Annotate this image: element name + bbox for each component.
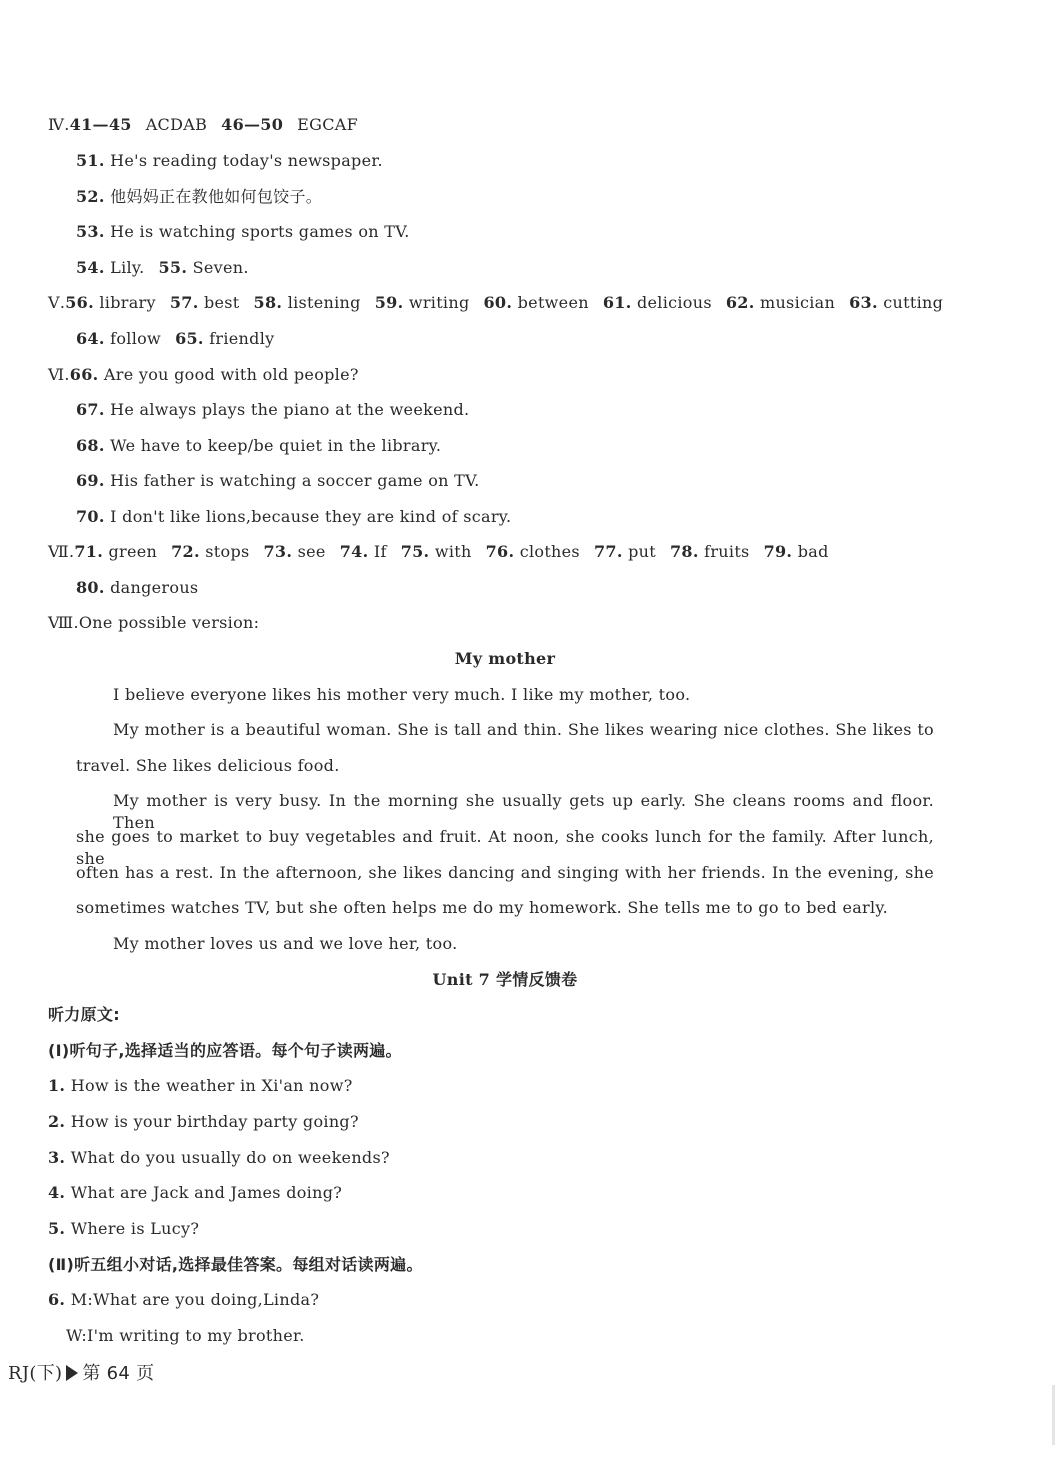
item-text: musician [759,293,836,312]
item-number: 79. [763,542,793,561]
item-number: 73. [263,542,293,561]
listening-label: 听力原文: [48,1005,120,1024]
item-number: 64. [76,329,105,348]
item-text: listening [287,293,361,312]
item-number: 54. [76,258,105,277]
item-text: friendly [209,329,275,348]
section-numeral-5: Ⅴ. [48,293,66,312]
item-number: 65. [175,329,204,348]
play-triangle-icon [66,1365,78,1381]
answer-51 [76,150,383,172]
item-number: 55. [158,258,188,277]
item-number: 67. [76,400,105,419]
sec4-line-41-50 [48,114,358,136]
essay-paragraph-2-line-2: travel. She likes delicious food. [76,756,340,775]
intro-text: One possible version: [78,613,260,632]
item-number: 63. [849,293,878,312]
dialogue-6-m [48,1289,319,1311]
item-text: put [628,542,656,561]
item-text: delicious [636,293,712,312]
item-text: dangerous [110,578,199,597]
answer-69 [76,470,480,492]
item-number: 60. [483,293,513,312]
question-2 [48,1111,359,1133]
question-4 [48,1182,342,1204]
item-text: bad [797,542,829,561]
item-text: How is the weather in Xi'an now? [70,1076,353,1095]
sec8-intro [48,612,259,634]
item-text: His father is watching a soccer game on TV. [110,471,480,490]
item-number: 69. [76,471,105,490]
essay-title: My mother [454,649,556,668]
item-number: 75. [400,542,430,561]
item-text: see [297,542,326,561]
question-5 [48,1218,199,1240]
answer-53 [76,221,410,243]
item-number: 62. [725,293,755,312]
footer-edition: RJ(下) [8,1363,63,1384]
item-text: What do you usually do on weekends? [70,1148,390,1167]
item-text: Are you good with old people? [103,365,359,384]
item-text: We have to keep/be quiet in the library. [110,436,442,455]
item-text: writing [408,293,470,312]
item-text: between [517,293,589,312]
item-text: stops [205,542,250,561]
sec7-row2 [76,577,198,599]
item-number: 59. [374,293,404,312]
item-number: 53. [76,222,105,241]
essay-paragraph-3-line-3: often has a rest. In the afternoon, she likes dancing and singing with her friends. In the evening, she [76,863,934,882]
item-number: 2. [48,1112,66,1131]
answer-54-55 [76,257,249,279]
essay-paragraph-2-line-1: My mother is a beautiful woman. She is tall and thin. She likes wearing nice clothes. She likes to [113,720,934,739]
item-number: 78. [669,542,699,561]
answer-68 [76,435,441,457]
dialogue-6-w: W:I'm writing to my brother. [66,1326,305,1345]
answers-46-50: EGCAF [297,115,359,134]
essay-paragraph-1: I believe everyone likes his mother very much. I like my mother, too. [113,685,691,704]
answer-66 [48,364,359,386]
part1-heading: (Ⅰ)听句子,选择适当的应答语。每个句子读两遍。 [48,1041,402,1060]
essay-paragraph-3-line-4: sometimes watches TV, but she often helps me do my homework. She tells me to go to bed early. [76,898,889,917]
item-text: green [108,542,158,561]
section-numeral-4: Ⅳ. [48,115,70,134]
item-number: 74. [339,542,369,561]
item-number: 1. [48,1076,66,1095]
item-text: He is watching sports games on TV. [110,222,410,241]
essay-paragraph-3-line-1: My mother is very busy. In the morning she usually gets up early. She cleans rooms and floor. Then [113,791,934,832]
item-number: 5. [48,1219,66,1238]
part2-heading: (Ⅱ)听五组小对话,选择最佳答案。每组对话读两遍。 [48,1255,423,1274]
section-numeral-6: Ⅵ. [48,365,70,384]
item-number: 58. [253,293,283,312]
item-text: follow [110,329,162,348]
page-footer [8,1362,154,1386]
sec5-row1 [48,292,943,314]
question-1 [48,1075,353,1097]
essay-paragraph-3-line-2: she goes to market to buy vegetables and fruit. At noon, she cooks lunch for the family. After lunch, she [76,827,934,868]
item-text: What are Jack and James doing? [70,1183,343,1202]
item-number: 52. [76,187,105,206]
item-text: with [434,542,472,561]
item-number: 72. [171,542,200,561]
item-text: He always plays the piano at the weekend. [110,400,470,419]
range-46-50: 46—50 [221,115,284,134]
item-number: 71. [74,542,104,561]
item-text: clothes [519,542,580,561]
item-number: 3. [48,1148,66,1167]
item-number: 80. [76,578,105,597]
sec7-row1 [48,541,829,563]
section-numeral-8: Ⅷ. [48,613,79,632]
unit7-title: Unit 7 学情反馈卷 [432,970,578,989]
page-number: 第 64 页 [82,1363,155,1384]
answer-70 [76,506,511,528]
item-text: Seven. [192,258,249,277]
item-text: 他妈妈正在教他如何包饺子。 [110,187,323,206]
item-text: How is your birthday party going? [70,1112,359,1131]
item-text: Lily. [110,258,145,277]
item-text: library [99,293,156,312]
item-number: 66. [69,365,99,384]
item-text: best [203,293,240,312]
item-number: 70. [76,507,105,526]
item-number: 6. [48,1290,66,1309]
item-number: 56. [65,293,94,312]
answer-67 [76,399,469,421]
essay-paragraph-4: My mother loves us and we love her, too. [113,934,458,953]
item-text: I don't like lions,because they are kind of scary. [110,507,512,526]
item-number: 68. [76,436,105,455]
item-number: 51. [76,151,105,170]
item-text: If [373,542,387,561]
item-text: He's reading today's newspaper. [110,151,383,170]
item-number: 61. [602,293,632,312]
dialogue-line: M:What are you doing,Linda? [70,1290,320,1309]
item-number: 4. [48,1183,66,1202]
sec5-row2 [76,328,274,350]
item-text: cutting [883,293,944,312]
item-number: 77. [593,542,623,561]
range-41-45: 41—45 [69,115,132,134]
section-numeral-7: Ⅶ. [48,542,75,561]
answers-41-45: ACDAB [145,115,208,134]
item-number: 57. [169,293,199,312]
item-text: fruits [704,542,750,561]
answer-52 [76,186,322,208]
item-number: 76. [485,542,515,561]
question-3 [48,1147,390,1169]
item-text: Where is Lucy? [70,1219,200,1238]
